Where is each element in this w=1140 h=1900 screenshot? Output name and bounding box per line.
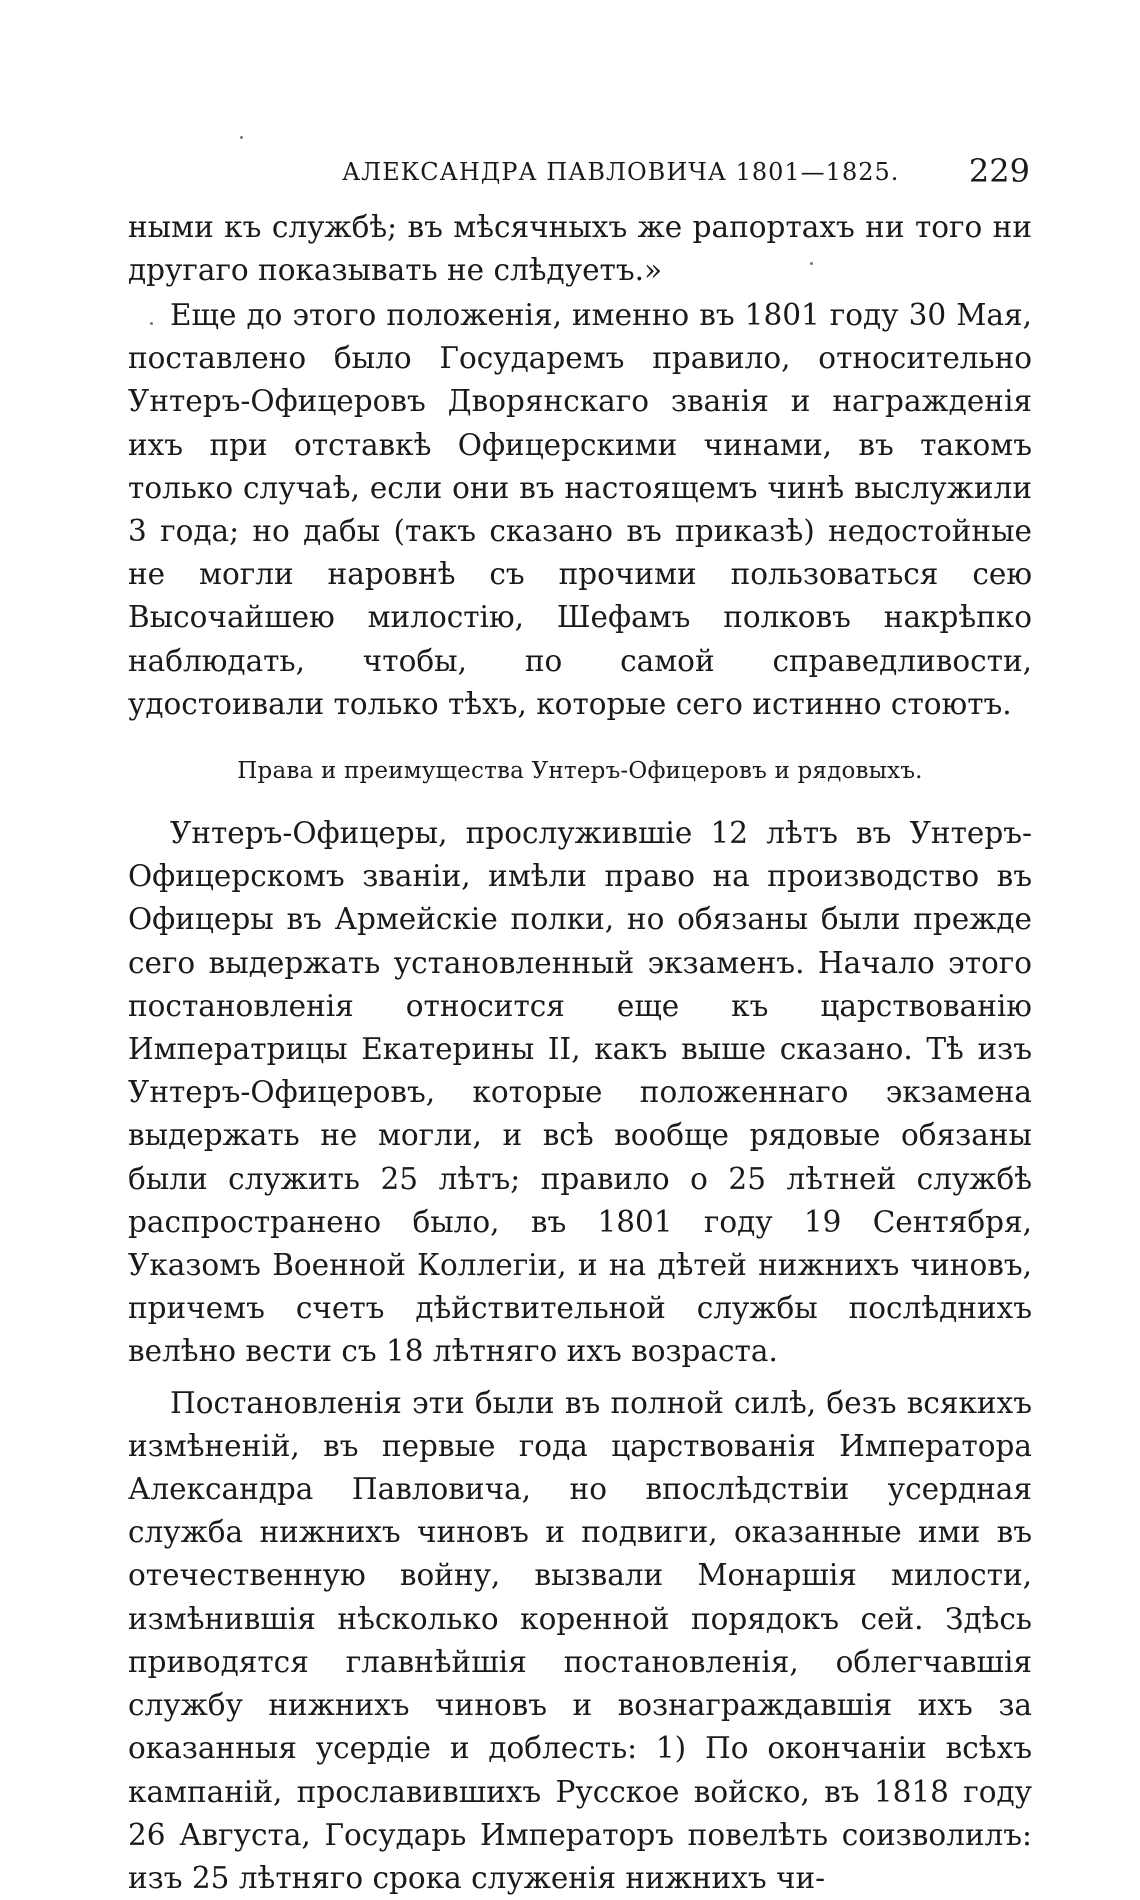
page-text (128, 206, 1032, 1900)
paragraph: Унтеръ-Офицеры, прослужившіе 12 лѣтъ въ Унтеръ-Офицерскомъ званіи, имѣли право на производство въ Офицеры въ Армейскіе полки, но обязаны были прежде сего выдержать установленный экзаменъ. Начало этого постановленія относится еще къ царствованію Императрицы Екатерины II, какъ выше сказано. Тѣ изъ Унтеръ-Офицеровъ, которые положеннаго экзамена выдержать не могли, и всѣ вообще рядовые обязаны были служить 25 лѣтъ; правило о 25 лѣтней службѣ распространено было, въ 1801 году 19 Сентября, Указомъ Военной Коллегіи, и на дѣтей нижнихъ чиновъ, причемъ счетъ дѣйствительной службы послѣднихъ велѣно вести съ 18 лѣтняго ихъ возраста. (128, 816, 1032, 1369)
section-heading: Права и преимущества Унтеръ-Офицеровъ и рядовыхъ. (237, 758, 923, 785)
print-speck (150, 322, 153, 325)
book-page (128, 152, 1032, 1895)
running-head (128, 152, 1032, 192)
print-speck (810, 262, 813, 265)
page-number: 229 (968, 152, 1030, 190)
print-speck (240, 136, 243, 139)
running-title: АЛЕКСАНДРА ПАВЛОВИЧА 1801—1825. (342, 158, 900, 186)
paragraph: Еще до этого положенія, именно въ 1801 году 30 Мая, поставлено было Государемъ правило, относительно Унтеръ-Офицеровъ Дворянскаго званія и награжденія ихъ при отставкѣ Офицерскими чинами, въ такомъ только случаѣ, если они въ настоящемъ чинѣ выслужили 3 года; но дабы (такъ сказано въ приказѣ) недостойные не могли наровнѣ съ прочими пользоваться сею Высочайшею милостію, Шефамъ полковъ накрѣпко наблюдать, чтобы, по самой справедливости, удостоивали только тѣхъ, которые сего истинно стоютъ. (128, 298, 1032, 721)
paragraph: Постановленія эти были въ полной силѣ, безъ всякихъ измѣненій, въ первые года царствованія Императора Александра Павловича, но впослѣдствіи усердная служба нижнихъ чиновъ и подвиги, оказанные ими въ отечественную войну, вызвали Монаршія милости, измѣнившія нѣсколько коренной порядокъ сей. Здѣсь приводятся главнѣйшія постановленія, облегчавшія службу нижнихъ чиновъ и вознаграждавшія ихъ за оказанныя усердіе и доблесть: 1) По окончаніи всѣхъ кампаній, прославившихъ Русское войско, въ 1818 году 26 Августа, Государь Императоръ повелѣть соизволилъ: изъ 25 лѣтняго срока служенія нижнихъ чи- (128, 1385, 1032, 1895)
paragraph-continuation: ными къ службѣ; въ мѣсячныхъ же рапортахъ ни того ни другаго показывать не слѣдуетъ.» (128, 210, 1032, 288)
